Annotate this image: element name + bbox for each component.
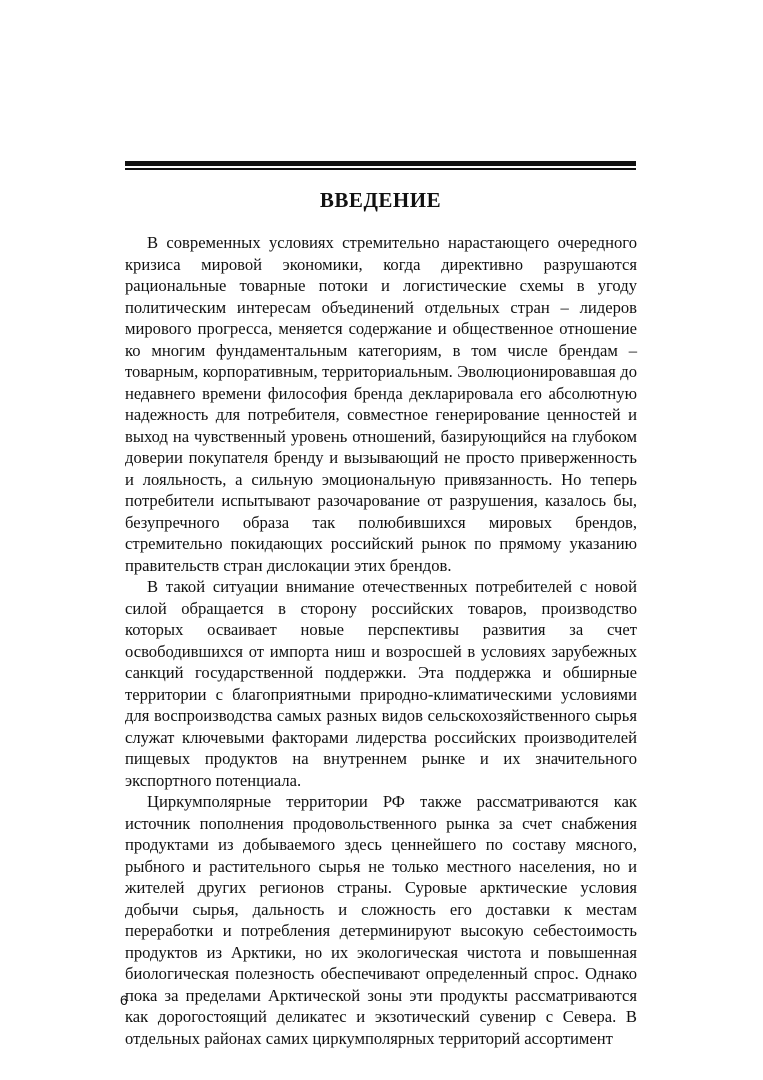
page-number: 6 <box>120 992 128 1008</box>
paragraph-3: Циркумполярные территории РФ также рассматриваются как источник пополнения продовольственного рынка за счет снабжения продуктами из добываемого здесь ценнейшего по составу мясного, рыбного и растительного сырья не только местного населения, но и жителей других регионов страны. Суровые арктические условия добычи сырья, дальность и сложность его доставки к местам переработки и потребления детерминируют высокую себестоимость продуктов из Арктики, но их экологическая чистота и повышенная биологическая полезность обеспечивают определенный спрос. Однако пока за пределами Арктической зоны эти продукты рассматриваются как дорогостоящий деликатес и экзотический сувенир с Севера. В отдельных районах самих циркумполярных территорий ассортимент <box>125 792 637 1048</box>
body-text <box>125 232 637 1049</box>
header-rule-thick <box>125 161 636 166</box>
chapter-title: ВВЕДЕНИЕ <box>319 188 442 212</box>
header-rule-thin <box>125 168 636 170</box>
paragraph-1: В современных условиях стремительно нарастающего очередного кризиса мировой экономики, когда директивно разрушаются рациональные товарные потоки и логистические схемы в угоду политическим интересам объединений отдельных стран – лидеров мирового прогресса, меняется содержание и общественное отношение ко многим фундаментальным категориям, в том числе брендам – товарным, корпоративным, территориальным. Эволюционировавшая до недавнего времени философия бренда декларировала его абсолютную надежность для потребителя, совместное генерирование ценностей и выход на чувственный уровень отношений, базирующийся на глубоком доверии покупателя бренду и вызывающий не просто приверженность и лояльность, а сильную эмоциональную привязанность. Но теперь потребители испытывают разочарование от разрушения, казалось бы, безупречного образа так полюбившихся мировых брендов, стремительно покидающих российский рынок по прямому указанию правительств стран дислокации этих брендов. <box>125 233 637 575</box>
paragraph-2: В такой ситуации внимание отечественных потребителей с новой силой обращается в сторону российских товаров, производство которых осваивает новые перспективы развития за счет освободившихся от импорта ниш и возросшей в условиях зарубежных санкций государственной поддержки. Эта поддержка и обширные территории с благоприятными природно-климатическими условиями для воспроизводства самых разных видов сельскохозяйственного сырья служат ключевыми факторами лидерства российских производителей пищевых продуктов на внутреннем рынке и их значительного экспортного потенциала. <box>125 577 637 790</box>
